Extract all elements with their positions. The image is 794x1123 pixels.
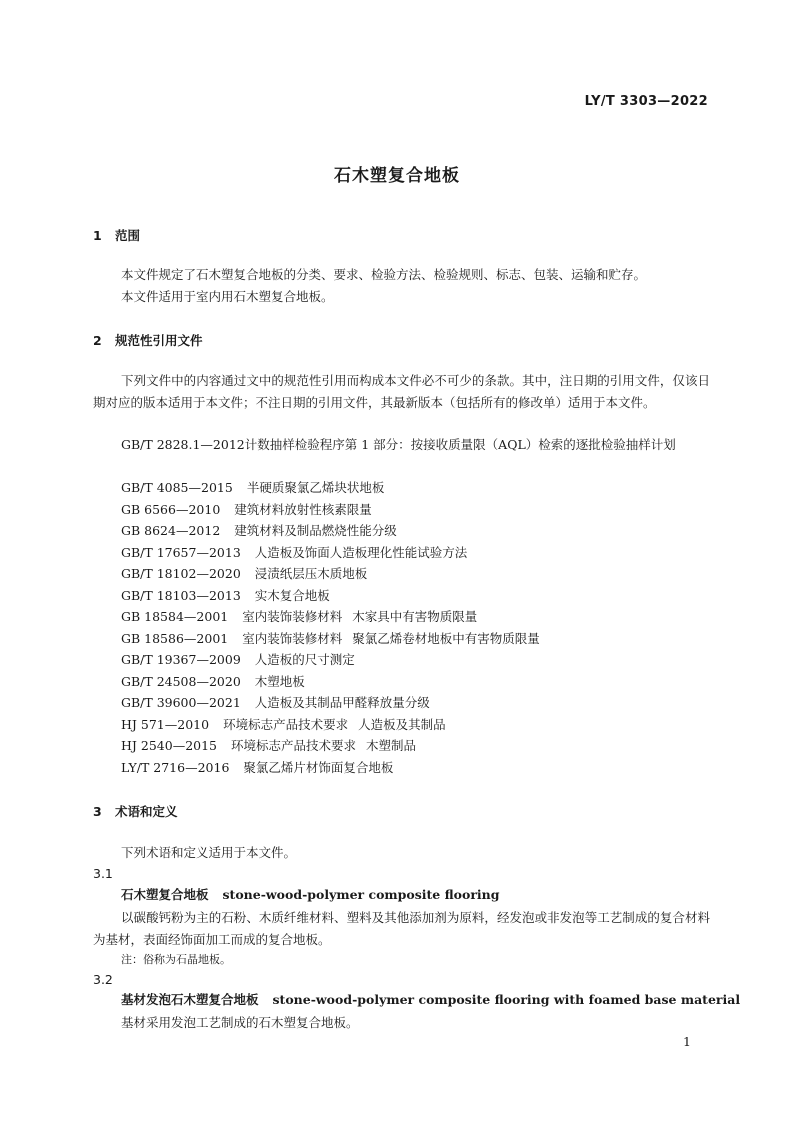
- reference-title-part: 聚氯乙烯卷材地板中有害物质限量: [352, 630, 540, 646]
- reference-item: [121, 628, 540, 650]
- reference-title: 环境标志产品技术要求: [223, 716, 349, 732]
- section-2-title: 规范性引用文件: [115, 333, 203, 348]
- reference-item: [121, 499, 540, 521]
- reference-title: 室内装饰装修材料: [242, 630, 343, 646]
- reference-title: 浸渍纸层压木质地板: [254, 566, 368, 581]
- reference-title: 人造板及其制品甲醛释放量分级: [254, 695, 430, 710]
- reference-code: GB/T 18103—2013: [121, 587, 241, 603]
- section-2-heading: [93, 331, 203, 349]
- reference-item: [121, 606, 540, 628]
- reference-title-part: 木塑制品: [366, 738, 417, 753]
- reference-item: [121, 477, 540, 499]
- reference-item: [121, 649, 540, 671]
- term-number: 3.2: [93, 972, 113, 987]
- term-definition: 以碳酸钙粉为主的石粉、木质纤维材料、塑料及其他添加剂为原料，经发泡或非发泡等工艺制成的复合材料为基材，表面经饰面加工而成的复合地板。: [93, 910, 710, 947]
- document-title: 石木塑复合地板: [334, 166, 460, 186]
- reference-title-part: 第 1 部分：按接收质量限（AQL）检索的逐批检验抽样计划: [344, 437, 676, 452]
- reference-code: GB/T 19367—2009: [121, 652, 241, 667]
- section-1-paragraph-2: 本文件适用于室内用石木塑复合地板。: [121, 289, 334, 304]
- reference-item: [121, 735, 540, 757]
- reference-code: GB 18584—2001: [121, 609, 229, 624]
- section-2-intro: 下列文件中的内容通过文中的规范性引用而构成本文件必不可少的条款。其中，注日期的引用文件，仅该日期对应的版本适用于本文件；不注日期的引用文件，其最新版本（包括所有的修改单）适用于本文件。: [93, 373, 710, 410]
- reference-code: GB/T 24508—2020: [121, 673, 241, 689]
- reference-title: 实木复合地板: [254, 587, 330, 603]
- reference-title: 环境标志产品技术要求: [231, 738, 357, 753]
- reference-item-first: [93, 434, 710, 456]
- reference-title: 人造板的尺寸测定: [254, 652, 355, 667]
- reference-title-part: 木家具中有害物质限量: [352, 609, 478, 624]
- reference-title: 建筑材料放射性核素限量: [234, 501, 372, 517]
- reference-item: [121, 671, 540, 693]
- reference-code: HJ 2540—2015: [121, 738, 218, 753]
- reference-code: LY/T 2716—2016: [121, 759, 230, 775]
- reference-code: GB/T 4085—2015: [121, 480, 233, 495]
- section-3-heading: [93, 802, 178, 820]
- reference-item: [121, 520, 540, 542]
- reference-title: 聚氯乙烯片材饰面复合地板: [243, 759, 394, 775]
- reference-item: [121, 585, 540, 607]
- reference-item: [121, 757, 540, 779]
- reference-title-part: 人造板及其制品: [358, 716, 446, 732]
- section-2-number: 2: [93, 333, 102, 348]
- reference-code: GB/T 39600—2021: [121, 695, 241, 710]
- page-number: 1: [683, 1034, 691, 1049]
- term-english: stone-wood-polymer composite flooring with foamed base material: [272, 992, 741, 1007]
- section-3-number: 3: [93, 804, 102, 819]
- section-1-title: 范围: [115, 228, 141, 243]
- reference-item: [121, 563, 540, 585]
- term-definition: 基材采用发泡工艺制成的石木塑复合地板。: [121, 1015, 359, 1030]
- standard-number: LY/T 3303—2022: [584, 94, 708, 109]
- term-number: 3.1: [93, 866, 113, 881]
- reference-item: [121, 542, 540, 564]
- reference-code: GB/T 2828.1—2012: [121, 437, 245, 452]
- term-chinese: 基材发泡石木塑复合地板: [121, 992, 259, 1007]
- reference-title: 木塑地板: [254, 673, 305, 689]
- reference-code: GB/T 17657—2013: [121, 544, 241, 560]
- reference-code: GB 8624—2012: [121, 523, 221, 538]
- reference-code: HJ 571—2010: [121, 716, 210, 732]
- reference-title: 室内装饰装修材料: [242, 609, 343, 624]
- section-1-number: 1: [93, 228, 102, 243]
- reference-list: [121, 477, 540, 778]
- reference-code: GB/T 18102—2020: [121, 566, 241, 581]
- section-1-paragraph-1: 本文件规定了石木塑复合地板的分类、要求、检验方法、检验规则、标志、包装、运输和贮存。: [121, 267, 647, 282]
- reference-item: [121, 714, 540, 736]
- reference-item: [121, 692, 540, 714]
- section-3-title: 术语和定义: [115, 804, 178, 819]
- section-3-intro: 下列术语和定义适用于本文件。: [121, 845, 297, 860]
- reference-title: 计数抽样检验程序: [244, 437, 345, 452]
- section-1-heading: [93, 226, 140, 244]
- reference-code: GB 18586—2001: [121, 630, 229, 646]
- term-title: [121, 885, 500, 903]
- reference-title: 半硬质聚氯乙烯块状地板: [246, 480, 385, 495]
- reference-code: GB 6566—2010: [121, 501, 221, 517]
- reference-title: 建筑材料及制品燃烧性能分级: [234, 523, 397, 538]
- reference-title: 人造板及饰面人造板理化性能试验方法: [254, 544, 468, 560]
- term-note: 注：俗称为石晶地板。: [121, 953, 231, 966]
- term-english: stone-wood-polymer composite flooring: [222, 887, 500, 902]
- term-title: [121, 990, 740, 1008]
- term-chinese: 石木塑复合地板: [121, 887, 209, 902]
